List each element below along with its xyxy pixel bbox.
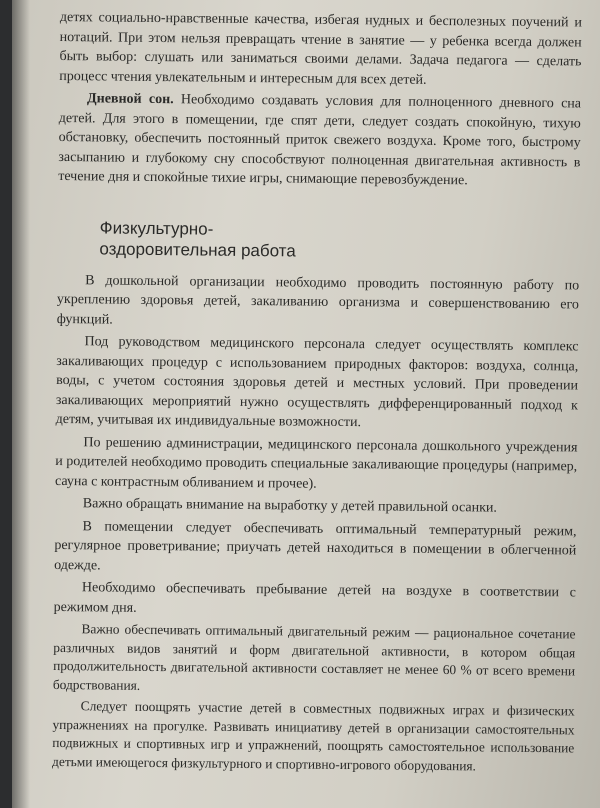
page-gutter-shadow <box>12 0 30 808</box>
paragraph-hardening: Под руководством медицинского персонала следует осуществлять комплекс закаливающих процедур с использованием природных факторов: воздуха, солнца, воды, с учетом состояния здоровья детей и местных условий. При проведении закаливающих мероприятий нужно осуществлять дифференцированный подход к детям, учитывая их индивидуальные возможности. <box>55 334 579 431</box>
paragraph-games: Следует поощрять участие детей в совместных подвижных играх и физических упражнениях на прогулке. Развивать инициативу детей в организации самостоятельных подвижных и спортивных игр и упражнений, поощрять самостоятельное использование детьми имеющегося физкультурного и спортивно-игрового оборудования. <box>52 698 575 773</box>
paragraph-health-work: В дошкольной организации необходимо проводить постоянную работу по укреплению здоровья детей, закаливанию организма и совершенствованию его функций. <box>56 272 580 328</box>
section-heading-line2: оздоровительная работа <box>99 238 296 260</box>
book-page <box>12 0 600 808</box>
paragraph-special-procedures: По решению администрации, медицинского персонала дошкольного учреждения и родителей необходимо проводить специальные закаливающие процедуры (например, сауна с контрастным обливанием и прочее). <box>54 434 578 492</box>
paragraph-reading: детях социально-нравственные качества, избегая нудных и бесполезных поучений и нотаций. При этом нельзя превращать чтение в занятие — у ребенка всегда должен быть выбор: слушать или заниматься своими делами. Задача педагога — сделать процесс чтения увлекательным и интересным для всех детей. <box>59 9 582 88</box>
paragraph-daytime-nap <box>58 89 581 192</box>
page-text <box>52 8 582 779</box>
term-daytime-nap: Дневной сон. <box>86 91 174 108</box>
section-heading-line1: Физкультурно- <box>99 217 214 239</box>
paragraph-temperature: В помещении следует обеспечивать оптимальный температурный режим, регулярное проветривание; приучать детей находиться в помещении в облегченной одежде. <box>54 518 577 573</box>
paragraph-posture: Важно обращать внимание на выработку у детей правильной осанки. <box>82 496 497 516</box>
paragraph-motor-mode: Важно обеспечивать оптимальный двигательный режим — рациональное сочетание различных видов занятий и форм двигательной активности, в котором общая продолжительность двигательной активности составляет не менее 60 % от всего времени бодрствования. <box>52 621 576 693</box>
paragraph-outdoor: Необходимо обеспечивать пребывание детей на воздухе в соответствии с режимом дня. <box>53 580 576 616</box>
section-heading <box>99 217 579 264</box>
paragraph-daytime-nap-text: Необходимо создавать условия для полноценного дневного сна детей. Для этого в помещении, где спят дети, следует создать спокойную, тихую обстановку, обеспечить постоянный приток свежего воздуха. Кроме того, быстрому засыпанию и глубокому сну способствуют полноценная двигательная активность в течение дня и спокойные тихие игры, снимающие перевозбуждение. <box>58 92 582 189</box>
